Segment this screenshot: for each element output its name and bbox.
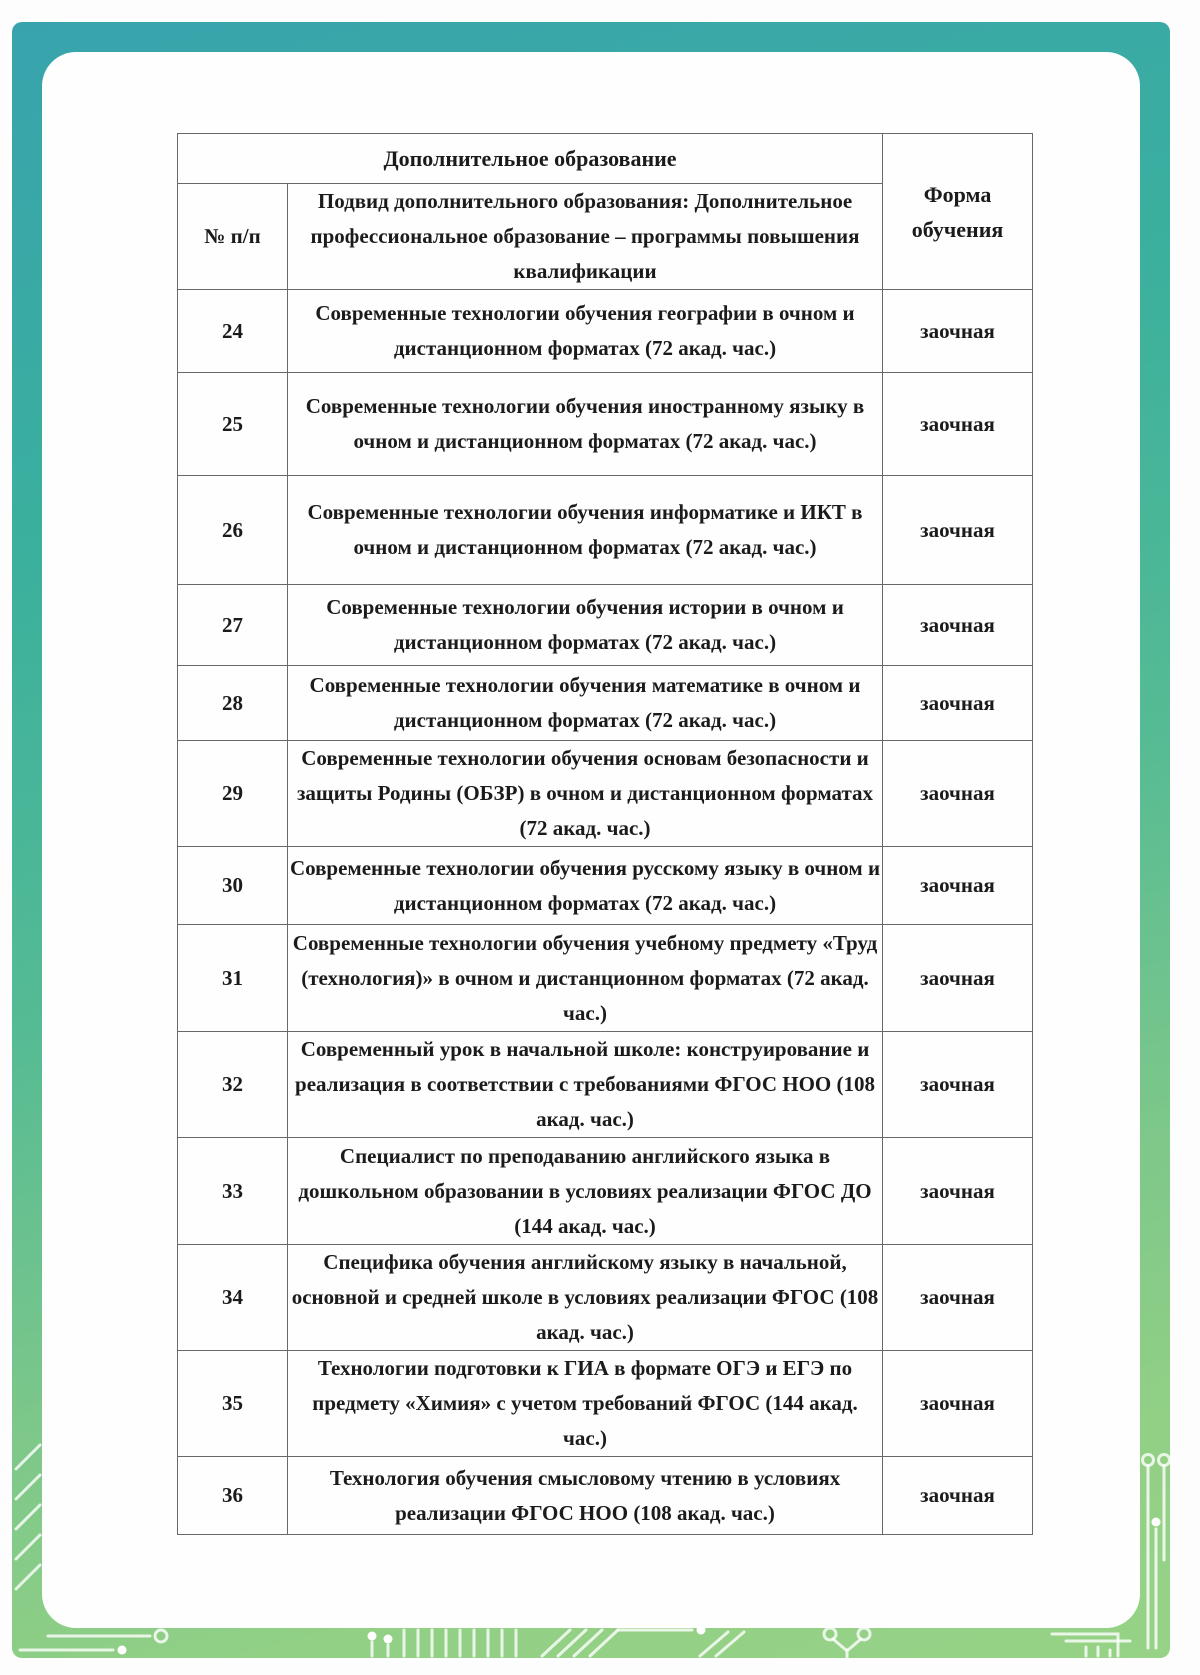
course-name-cell: Современные технологии обучения русскому языку в очном и дистанционном форматах (72 акад. час.): [288, 847, 883, 925]
table-row: [178, 1245, 1033, 1351]
course-name-cell: Современные технологии обучения иностранному языку в очном и дистанционном форматах (72 акад. час.): [288, 373, 883, 476]
study-form-cell: заочная: [883, 666, 1033, 741]
course-name-cell: Современные технологии обучения истории в очном и дистанционном форматах (72 акад. час.): [288, 585, 883, 666]
table-row: [178, 290, 1033, 373]
table-row: [178, 585, 1033, 666]
table-row: [178, 1032, 1033, 1138]
table-row: [178, 1351, 1033, 1457]
table-row: [178, 666, 1033, 741]
row-number-cell: 30: [178, 847, 288, 925]
row-number-cell: 26: [178, 476, 288, 585]
row-number-cell: 25: [178, 373, 288, 476]
study-form-cell: заочная: [883, 1245, 1033, 1351]
course-name-cell: Современные технологии обучения информатике и ИКТ в очном и дистанционном форматах (72 акад. час.): [288, 476, 883, 585]
row-number-cell: 24: [178, 290, 288, 373]
study-form-cell: заочная: [883, 1457, 1033, 1535]
table-row: [178, 476, 1033, 585]
course-name-cell: Современный урок в начальной школе: конструирование и реализация в соответствии с требованиями ФГОС НОО (108 акад. час.): [288, 1032, 883, 1138]
table-group-header-row: [178, 134, 1033, 184]
study-form-cell: заочная: [883, 1138, 1033, 1245]
course-name-cell: Специалист по преподаванию английского языка в дошкольном образовании в условиях реализации ФГОС ДО (144 акад. час.): [288, 1138, 883, 1245]
row-number-cell: 28: [178, 666, 288, 741]
form-column-header: Форма обучения: [883, 134, 1033, 290]
study-form-cell: заочная: [883, 1032, 1033, 1138]
table-row: [178, 1457, 1033, 1535]
num-column-header: № п/п: [178, 184, 288, 290]
row-number-cell: 27: [178, 585, 288, 666]
study-form-cell: заочная: [883, 925, 1033, 1032]
course-column-header: Подвид дополнительного образования: Дополнительное профессиональное образование – программы повышения квалификации: [288, 184, 883, 290]
row-number-cell: 33: [178, 1138, 288, 1245]
row-number-cell: 35: [178, 1351, 288, 1457]
course-name-cell: Современные технологии обучения основам безопасности и защиты Родины (ОБЗР) в очном и дистанционном форматах (72 акад. час.): [288, 741, 883, 847]
course-name-cell: Технология обучения смысловому чтению в условиях реализации ФГОС НОО (108 акад. час.): [288, 1457, 883, 1535]
row-number-cell: 32: [178, 1032, 288, 1138]
row-number-cell: 36: [178, 1457, 288, 1535]
row-number-cell: 29: [178, 741, 288, 847]
course-name-cell: Специфика обучения английскому языку в начальной, основной и средней школе в условиях реализации ФГОС (108 акад. час.): [288, 1245, 883, 1351]
row-number-cell: 31: [178, 925, 288, 1032]
course-name-cell: Современные технологии обучения учебному предмету «Труд (технология)» в очном и дистанционном форматах (72 акад. час.): [288, 925, 883, 1032]
study-form-cell: заочная: [883, 1351, 1033, 1457]
table-row: [178, 373, 1033, 476]
study-form-cell: заочная: [883, 741, 1033, 847]
group-header-cell: Дополнительное образование: [178, 134, 883, 184]
table-row: [178, 1138, 1033, 1245]
course-name-cell: Современные технологии обучения математике в очном и дистанционном форматах (72 акад. час.): [288, 666, 883, 741]
course-rows: [178, 290, 1033, 1535]
table-row: [178, 741, 1033, 847]
row-number-cell: 34: [178, 1245, 288, 1351]
course-name-cell: Технологии подготовки к ГИА в формате ОГЭ и ЕГЭ по предмету «Химия» с учетом требований ФГОС (144 акад. час.): [288, 1351, 883, 1457]
study-form-cell: заочная: [883, 373, 1033, 476]
study-form-cell: заочная: [883, 290, 1033, 373]
course-name-cell: Современные технологии обучения географии в очном и дистанционном форматах (72 акад. час.): [288, 290, 883, 373]
study-form-cell: заочная: [883, 585, 1033, 666]
table-row: [178, 847, 1033, 925]
study-form-cell: заочная: [883, 847, 1033, 925]
education-programs-table: [177, 133, 1033, 1535]
table-row: [178, 925, 1033, 1032]
study-form-cell: заочная: [883, 476, 1033, 585]
